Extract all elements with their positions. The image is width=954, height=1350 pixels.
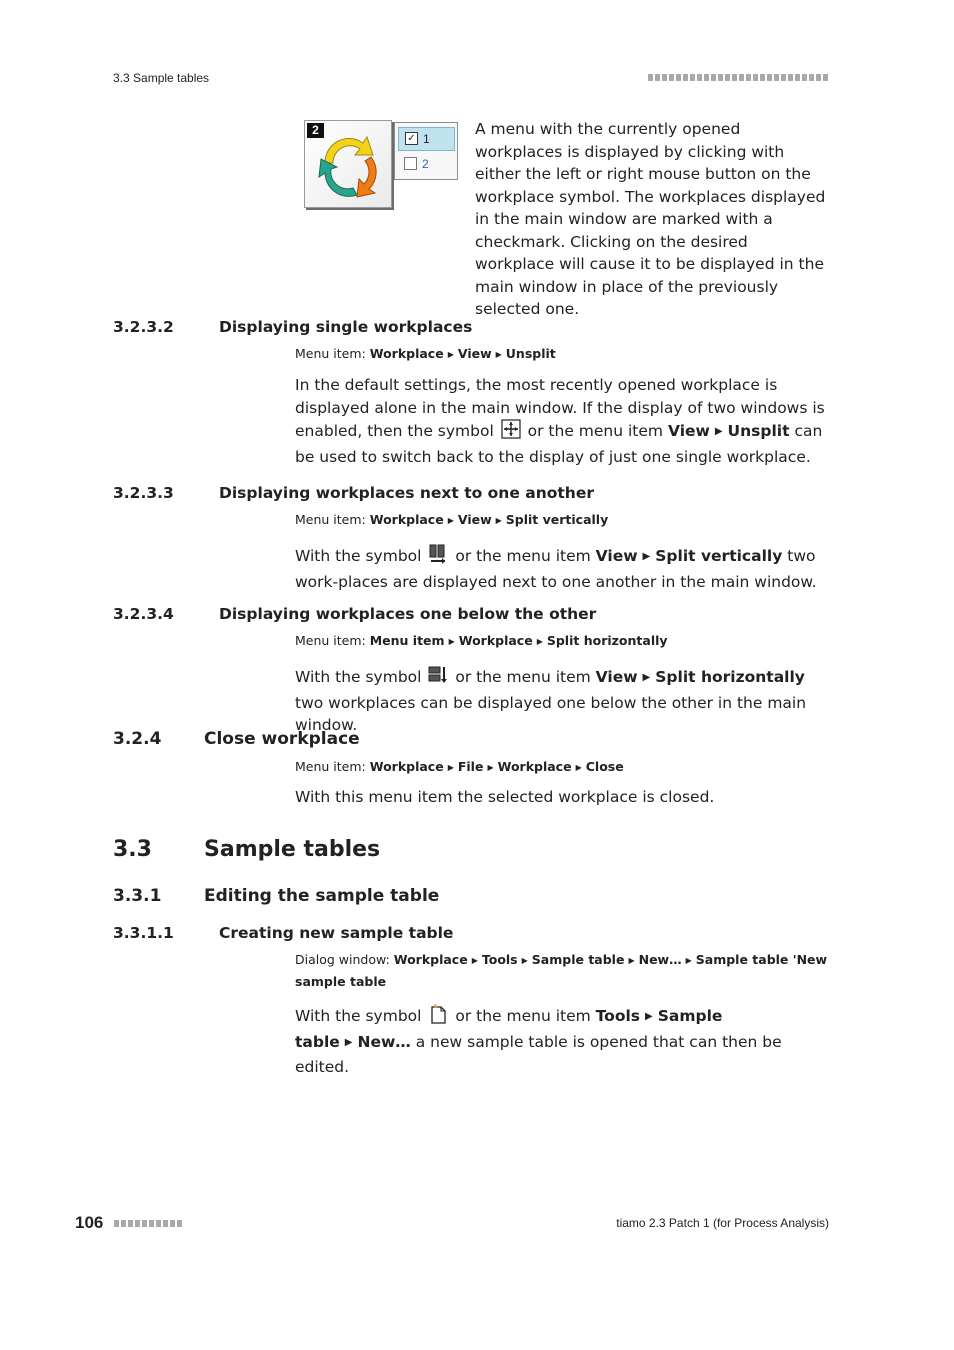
checkbox-unchecked-icon xyxy=(404,157,417,170)
workplace-menu-item-1[interactable] xyxy=(398,127,455,151)
checkbox-checked-icon: ✓ xyxy=(405,132,418,145)
footer-dot-rule xyxy=(114,1220,182,1227)
menu-path-3-2-3-4: Menu item: Menu item ▶ Workplace ▶ Split horizontally xyxy=(295,633,668,648)
unsplit-icon xyxy=(501,419,521,439)
paragraph-3-2-3-2: In the default settings, the most recently opened workplace is displayed alone in the main window. If the display of two windows is enabled, then the symbol or the menu item View ▶ Unsplit can be used to switch back to the display of just one single workplace. xyxy=(295,376,825,466)
workplace-menu-figure xyxy=(304,120,457,210)
heading-3-2-3-4: 3.2.3.4 Displaying workplaces one below the other xyxy=(113,605,597,623)
split-vertically-icon xyxy=(428,544,448,564)
workplace-number-badge: 2 xyxy=(307,123,324,138)
workplace-symbol-button[interactable] xyxy=(304,120,392,208)
workplace-dropdown-menu xyxy=(394,122,458,180)
heading-3-2-3-2: 3.2.3.2 Displaying single workplaces xyxy=(113,318,473,336)
header-dot-rule xyxy=(648,74,829,81)
workplace-cycle-icon xyxy=(317,133,387,203)
menu-path-3-2-3-2: Menu item: Workplace ▶ View ▶ Unsplit xyxy=(295,346,556,361)
workplace-menu-item-label: 2 xyxy=(422,157,429,171)
page-number: 106 xyxy=(75,1213,104,1232)
heading-3-3-1: 3.3.1 Editing the sample table xyxy=(113,886,440,906)
menu-path-3-3-1-1: Dialog window: Workplace ▶ Tools ▶ Sample table ▶ New… ▶ Sample table 'New sample table xyxy=(295,952,828,989)
heading-3-2-3-3: 3.2.3.3 Displaying workplaces next to one another xyxy=(113,484,594,502)
heading-3-3: 3.3 Sample tables xyxy=(113,837,381,862)
paragraph-3-2-3-4: With the symbol or the menu item View ▶ Split horizontally two workplaces can be displayed one below the other in the main window. xyxy=(295,665,831,737)
footer-product-name: tiamo 2.3 Patch 1 (for Process Analysis) xyxy=(616,1216,829,1230)
intro-paragraph: A menu with the currently opened workplaces is displayed by clicking with either the left or right mouse button on the workplace symbol. The workplaces displayed in the main window are marked with a checkmark. Clicking on the desired workplace will cause it to be displayed in the main window in place of the previously selected one. xyxy=(475,120,826,318)
workplace-menu-item-label: 1 xyxy=(423,132,430,146)
heading-3-2-4: 3.2.4 Close workplace xyxy=(113,729,360,749)
heading-3-3-1-1: 3.3.1.1 Creating new sample table xyxy=(113,924,454,942)
workplace-menu-item-2[interactable] xyxy=(398,153,453,175)
menu-path-3-2-4: Menu item: Workplace ▶ File ▶ Workplace ▶ Close xyxy=(295,759,624,774)
new-sample-table-icon xyxy=(428,1004,448,1024)
split-horizontally-icon xyxy=(428,665,448,685)
running-header-section: 3.3 Sample tables xyxy=(113,71,210,85)
paragraph-3-2-4: With this menu item the selected workplace is closed. xyxy=(295,788,715,806)
paragraph-3-2-3-3: With the symbol or the menu item View ▶ Split vertically two work-places are displayed next to one another in the main window. xyxy=(295,544,831,593)
menu-path-3-2-3-3: Menu item: Workplace ▶ View ▶ Split vertically xyxy=(295,512,609,527)
paragraph-3-3-1-1: With the symbol or the menu item Tools ▶ Sample table ▶ New… a new sample table is opened that can then be edited. xyxy=(295,1004,831,1079)
